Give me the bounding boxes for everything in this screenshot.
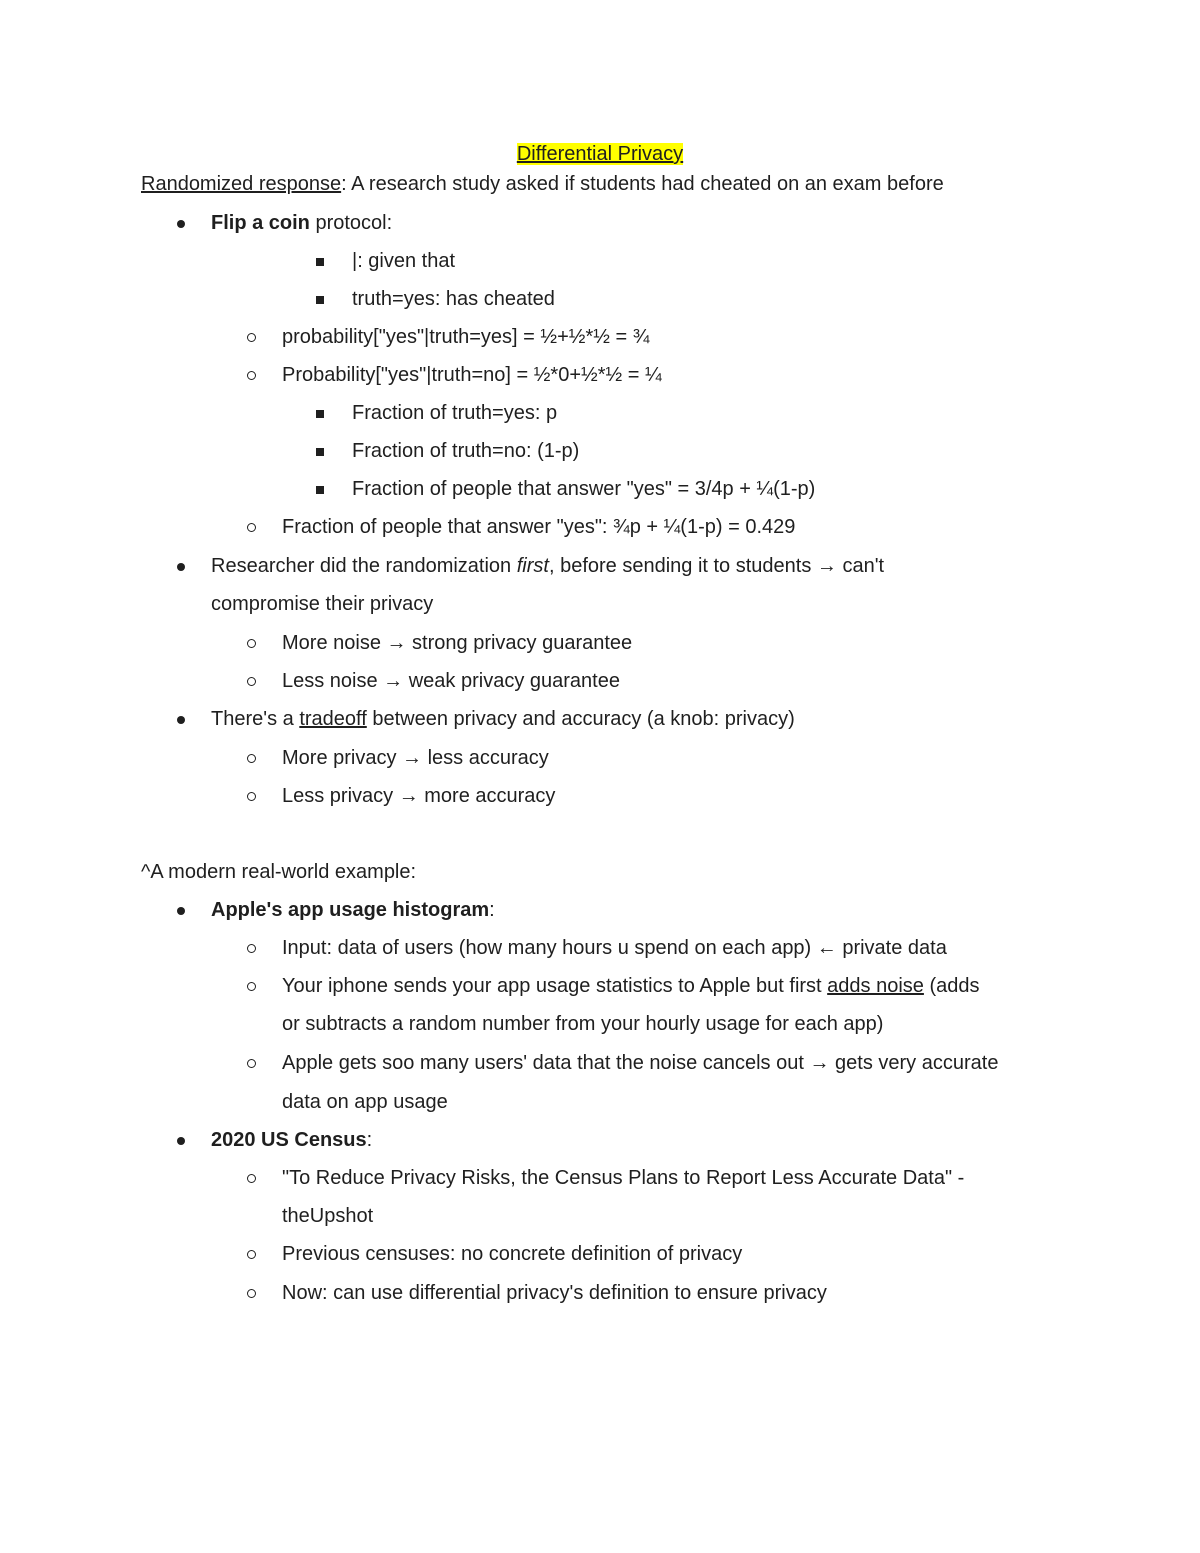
square-bullet-icon bbox=[316, 284, 324, 314]
list-item-census bbox=[211, 1125, 372, 1155]
ring-bullet-icon bbox=[247, 933, 256, 963]
researcher-text-b: , before sending it to students → can't bbox=[548, 555, 885, 577]
ring-bullet-icon bbox=[247, 1278, 256, 1308]
ring-bullet-icon bbox=[247, 512, 256, 542]
list-item-frac-truth-no: Fraction of truth=no: (1-p) bbox=[352, 440, 580, 462]
quote-continuation: theUpshot bbox=[282, 1205, 374, 1227]
census-colon: : bbox=[366, 1129, 373, 1151]
apple-gets-continuation: data on app usage bbox=[282, 1091, 448, 1113]
apple-bold: Apple's app usage histogram bbox=[211, 899, 490, 921]
researcher-italic: first bbox=[516, 555, 549, 577]
ring-bullet-icon bbox=[247, 628, 256, 658]
list-item-more-noise: More noise → strong privacy guarantee bbox=[282, 632, 633, 654]
ring-bullet-icon bbox=[247, 1239, 256, 1269]
ring-bullet-icon bbox=[247, 360, 256, 390]
flip-bold: Flip a coin bbox=[211, 212, 310, 234]
filled-bullet-icon bbox=[177, 895, 185, 925]
ring-bullet-icon bbox=[247, 971, 256, 1001]
example-heading: ^A modern real-world example: bbox=[141, 861, 417, 883]
list-item-apple-input: Input: data of users (how many hours u spend on each app) ← private data bbox=[282, 937, 947, 959]
researcher-text-a: Researcher did the randomization bbox=[211, 555, 517, 577]
ring-bullet-icon bbox=[247, 322, 256, 352]
filled-bullet-icon bbox=[177, 704, 185, 734]
intro-label: Randomized response bbox=[141, 173, 342, 195]
page-title bbox=[0, 139, 1200, 169]
list-item-now: Now: can use differential privacy's definition to ensure privacy bbox=[282, 1282, 827, 1304]
list-item-tradeoff bbox=[211, 704, 795, 734]
iphone-text-b: (adds bbox=[923, 975, 980, 997]
list-item-quote: "To Reduce Privacy Risks, the Census Plans to Report Less Accurate Data" - bbox=[282, 1167, 965, 1189]
list-item-more-privacy: More privacy → less accuracy bbox=[282, 747, 549, 769]
intro-line bbox=[141, 169, 944, 199]
tradeoff-text-a: There's a bbox=[211, 708, 300, 730]
square-bullet-icon bbox=[316, 474, 324, 504]
ring-bullet-icon bbox=[247, 743, 256, 773]
list-item-prob-yes-yes: probability["yes"|truth=yes] = ½+½*½ = ¾ bbox=[282, 326, 650, 348]
list-item-frac-people-value: Fraction of people that answer "yes": ¾p + ¼(1-p) = 0.429 bbox=[282, 516, 796, 538]
researcher-continuation: compromise their privacy bbox=[211, 593, 434, 615]
list-item-flip-coin bbox=[211, 208, 392, 238]
list-item-frac-people-formula: Fraction of people that answer "yes" = 3/4p + ¼(1-p) bbox=[352, 478, 816, 500]
tradeoff-text-b: between privacy and accuracy (a knob: privacy) bbox=[366, 708, 795, 730]
ring-bullet-icon bbox=[247, 666, 256, 696]
list-item-given-that: |: given that bbox=[352, 250, 456, 272]
iphone-continuation: or subtracts a random number from your hourly usage for each app) bbox=[282, 1013, 884, 1035]
list-item-truth-yes: truth=yes: has cheated bbox=[352, 288, 555, 310]
title-text: Differential Privacy bbox=[516, 143, 684, 165]
iphone-text-a: Your iphone sends your app usage statistics to Apple but first bbox=[282, 975, 828, 997]
filled-bullet-icon bbox=[177, 551, 185, 581]
intro-text: : A research study asked if students had cheated on an exam before bbox=[341, 173, 944, 195]
list-item-iphone bbox=[282, 971, 980, 1001]
list-item-researcher bbox=[211, 551, 884, 581]
list-item-apple bbox=[211, 895, 495, 925]
apple-colon: : bbox=[489, 899, 495, 921]
list-item-prob-yes-no: Probability["yes"|truth=no] = ½*0+½*½ = ¼ bbox=[282, 364, 662, 386]
list-item-less-noise: Less noise → weak privacy guarantee bbox=[282, 670, 620, 692]
list-item-less-privacy: Less privacy → more accuracy bbox=[282, 785, 556, 807]
flip-rest: protocol: bbox=[309, 212, 393, 234]
ring-bullet-icon bbox=[247, 781, 256, 811]
list-item-apple-gets: Apple gets soo many users' data that the noise cancels out → gets very accurate bbox=[282, 1052, 999, 1074]
tradeoff-underlined: tradeoff bbox=[299, 708, 367, 730]
ring-bullet-icon bbox=[247, 1048, 256, 1078]
filled-bullet-icon bbox=[177, 1125, 185, 1155]
list-item-previous: Previous censuses: no concrete definition of privacy bbox=[282, 1243, 743, 1265]
filled-bullet-icon bbox=[177, 208, 185, 238]
square-bullet-icon bbox=[316, 398, 324, 428]
iphone-underlined: adds noise bbox=[827, 975, 924, 997]
ring-bullet-icon bbox=[247, 1163, 256, 1193]
census-bold: 2020 US Census bbox=[211, 1129, 367, 1151]
square-bullet-icon bbox=[316, 246, 324, 276]
list-item-frac-truth-yes: Fraction of truth=yes: p bbox=[352, 402, 558, 424]
square-bullet-icon bbox=[316, 436, 324, 466]
